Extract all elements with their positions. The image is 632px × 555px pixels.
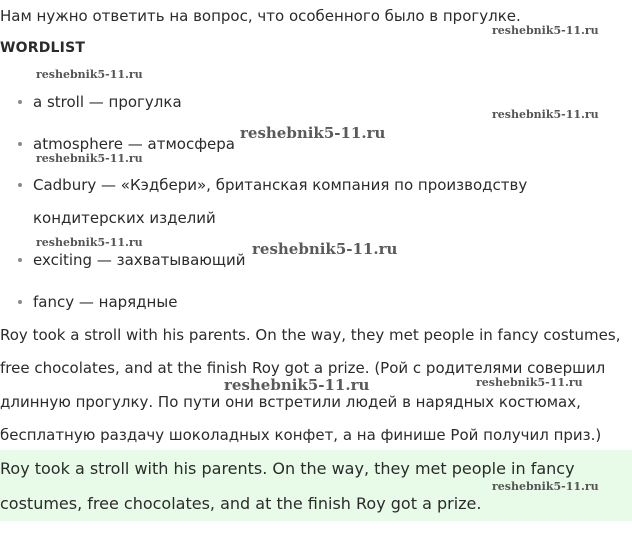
paragraph-line: бесплатную раздачу шоколадных конфет, а на финише Рой получил приз.) <box>0 426 602 444</box>
watermark: reshebnik5-11.ru <box>36 68 143 81</box>
watermark: reshebnik5-11.ru <box>492 480 599 493</box>
wordlist-entry: a stroll — прогулка <box>33 93 182 111</box>
watermark: reshebnik5-11.ru <box>240 124 386 142</box>
wordlist-entry: fancy — нарядные <box>33 293 178 311</box>
wordlist-entry: exciting — захватывающий <box>33 251 246 269</box>
wordlist-heading: WORDLIST <box>0 40 86 56</box>
watermark: reshebnik5-11.ru <box>492 108 599 121</box>
watermark: reshebnik5-11.ru <box>36 236 143 249</box>
paragraph-line: free chocolates, and at the finish Roy got a prize. (Рой с родителями совершил <box>0 359 606 377</box>
bullet <box>18 258 22 262</box>
wordlist-entry: atmosphere — атмосфера <box>33 135 235 153</box>
wordlist-entry-continuation: кондитерских изделий <box>33 209 216 227</box>
wordlist-entry: Cadbury — «Кэдбери», британская компания по производству <box>33 176 528 194</box>
watermark: reshebnik5-11.ru <box>224 376 370 394</box>
paragraph-line: длинную прогулку. По пути они встретили людей в нарядных костюмах, <box>0 393 581 411</box>
watermark: reshebnik5-11.ru <box>492 24 599 37</box>
bullet <box>18 100 22 104</box>
paragraph-line: Roy took a stroll with his parents. On the way, they met people in fancy costumes, <box>0 326 621 344</box>
watermark: reshebnik5-11.ru <box>36 152 143 165</box>
answer-line: Roy took a stroll with his parents. On the way, they met people in fancy <box>0 459 575 478</box>
bullet <box>18 142 22 146</box>
watermark: reshebnik5-11.ru <box>252 240 398 258</box>
watermark: reshebnik5-11.ru <box>476 376 583 389</box>
intro-text: Нам нужно ответить на вопрос, что особенного было в прогулке. <box>0 7 521 25</box>
bullet <box>18 300 22 304</box>
answer-line: costumes, free chocolates, and at the finish Roy got a prize. <box>0 494 482 513</box>
bullet <box>18 183 22 187</box>
